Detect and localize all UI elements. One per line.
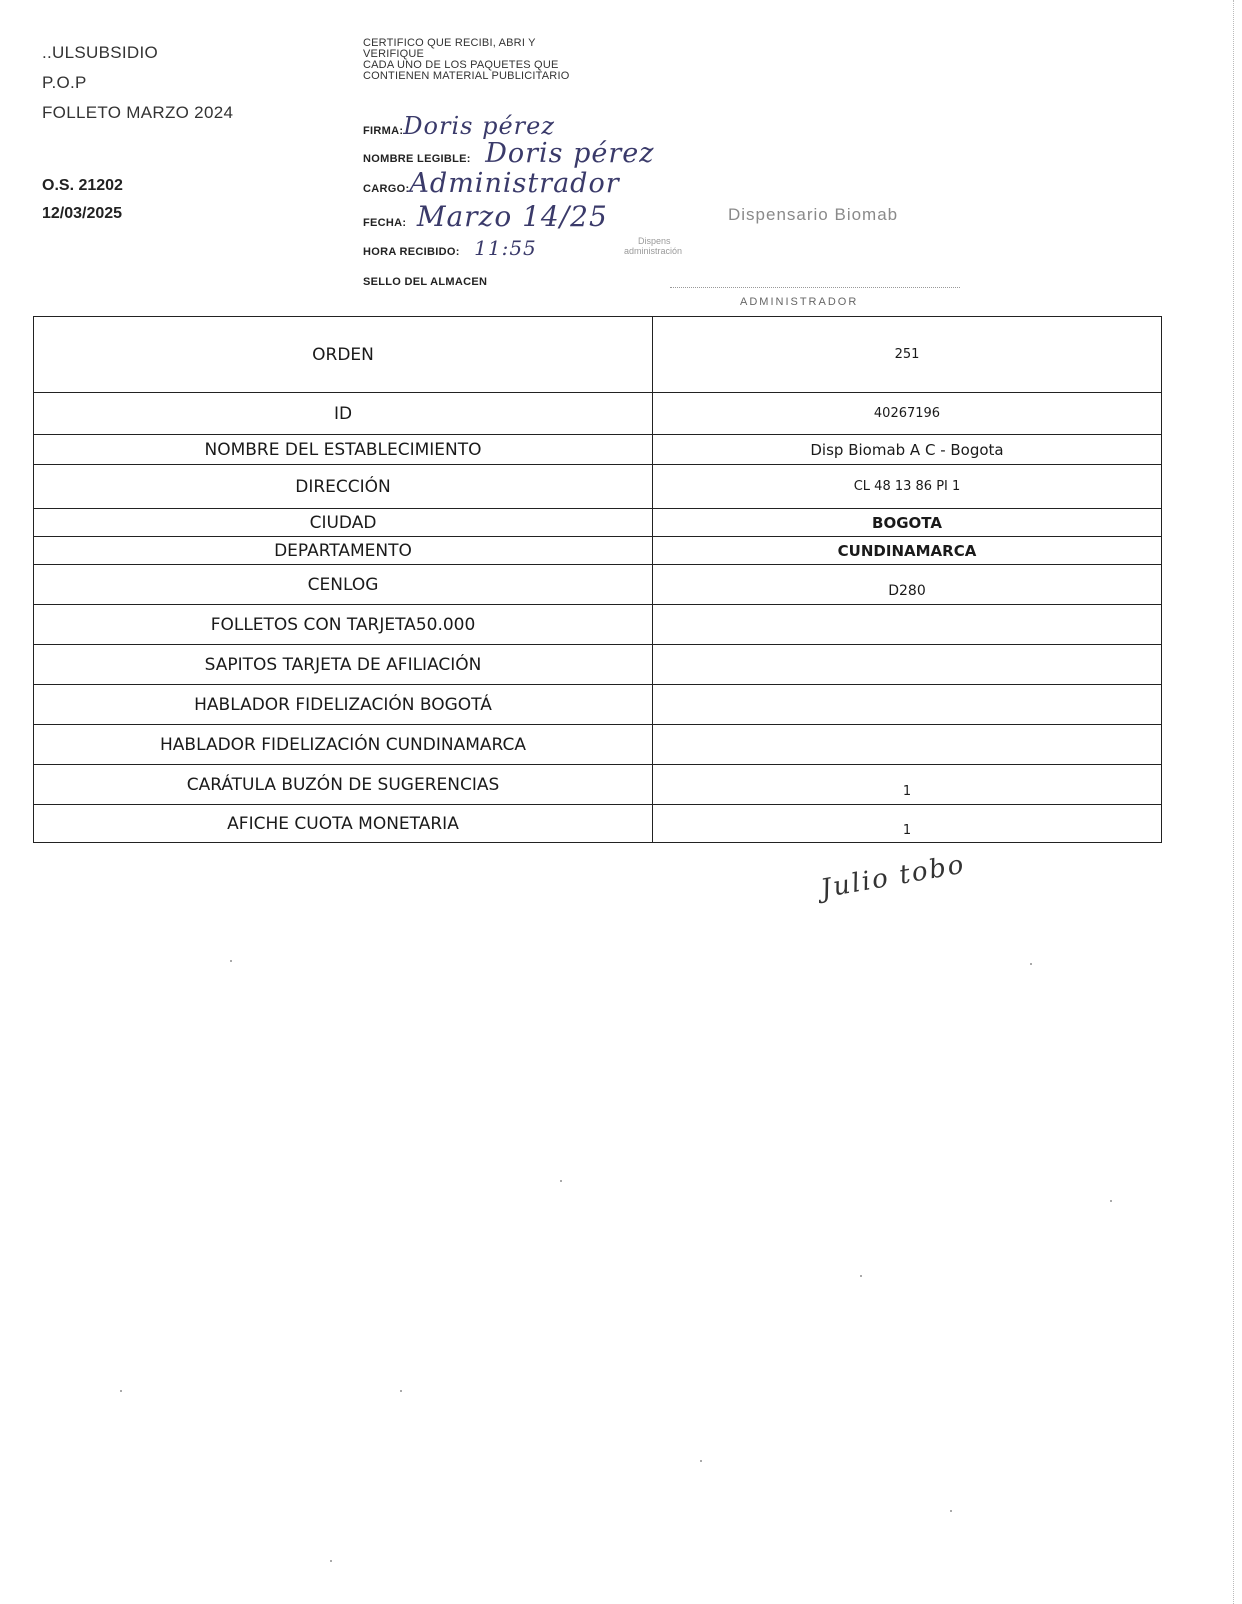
left-header xyxy=(42,38,233,128)
scan-speck xyxy=(230,960,232,962)
certification-text xyxy=(363,38,569,82)
pop-label: P.O.P xyxy=(42,73,87,92)
table-row xyxy=(34,685,1162,725)
row-value: 1 xyxy=(653,805,1162,843)
firma-field xyxy=(363,112,555,140)
row-label: CENLOG xyxy=(34,565,653,605)
table-row xyxy=(34,465,1162,509)
sello-label: SELLO DEL ALMACEN xyxy=(363,276,488,288)
row-label: HABLADOR FIDELIZACIÓN BOGOTÁ xyxy=(34,685,653,725)
nombre-label: NOMBRE LEGIBLE: xyxy=(363,153,471,165)
row-value xyxy=(653,725,1162,765)
scan-speck xyxy=(120,1390,122,1392)
scan-speck xyxy=(330,1560,332,1562)
table-row xyxy=(34,605,1162,645)
row-value: 40267196 xyxy=(653,393,1162,435)
handwritten-signature: Julio tobo xyxy=(818,849,968,905)
scan-speck xyxy=(700,1460,702,1462)
scan-speck xyxy=(950,1510,952,1512)
delivery-table-body xyxy=(34,317,1162,843)
scan-speck xyxy=(400,1390,402,1392)
row-value xyxy=(653,605,1162,645)
scan-speck xyxy=(560,1180,562,1182)
table-row xyxy=(34,317,1162,393)
table-row xyxy=(34,765,1162,805)
row-value: CUNDINAMARCA xyxy=(653,537,1162,565)
table-row xyxy=(34,565,1162,605)
firma-signature: Doris pérez xyxy=(403,112,555,140)
row-label: SAPITOS TARJETA DE AFILIACIÓN xyxy=(34,645,653,685)
stamp-small-text xyxy=(624,236,682,256)
row-value: 251 xyxy=(653,317,1162,393)
cert-line-4: CONTIENEN MATERIAL PUBLICITARIO xyxy=(363,70,570,82)
delivery-table xyxy=(33,316,1162,843)
row-label: CIUDAD xyxy=(34,509,653,537)
cargo-label: CARGO: xyxy=(363,183,410,195)
row-value: CL 48 13 86 PI 1 xyxy=(653,465,1162,509)
cert-line-3: CADA UNO DE LOS PAQUETES QUE xyxy=(363,59,559,71)
folleto-label: FOLLETO MARZO 2024 xyxy=(42,103,234,122)
fecha-field xyxy=(363,200,608,233)
nombre-field xyxy=(363,138,655,169)
row-label: DIRECCIÓN xyxy=(34,465,653,509)
table-row xyxy=(34,725,1162,765)
row-value: Disp Biomab A C - Bogota xyxy=(653,435,1162,465)
order-service-number: O.S. 21202 xyxy=(42,177,123,194)
hora-value: 11:55 xyxy=(474,236,537,260)
stamp-small-line-1: Dispens xyxy=(638,236,671,246)
sello-field xyxy=(363,272,487,290)
scan-edge xyxy=(1232,0,1234,1604)
table-row xyxy=(34,435,1162,465)
scan-speck xyxy=(1110,1200,1112,1202)
scan-speck xyxy=(860,1275,862,1277)
cargo-value: Administrador xyxy=(409,168,620,199)
row-label: ID xyxy=(34,393,653,435)
row-value xyxy=(653,645,1162,685)
nombre-value: Doris pérez xyxy=(485,138,655,169)
order-date: 12/03/2025 xyxy=(42,205,123,222)
table-row xyxy=(34,509,1162,537)
table-row xyxy=(34,537,1162,565)
table-row xyxy=(34,645,1162,685)
table-row xyxy=(34,805,1162,843)
row-value: 1 xyxy=(653,765,1162,805)
row-value xyxy=(653,685,1162,725)
row-label: ORDEN xyxy=(34,317,653,393)
fecha-value: Marzo 14/25 xyxy=(416,200,608,233)
row-label: DEPARTAMENTO xyxy=(34,537,653,565)
scan-speck xyxy=(1030,963,1032,965)
row-label: CARÁTULA BUZÓN DE SUGERENCIAS xyxy=(34,765,653,805)
row-label: AFICHE CUOTA MONETARIA xyxy=(34,805,653,843)
store-stamp: Dispensario Biomab xyxy=(728,205,899,224)
hora-label: HORA RECIBIDO: xyxy=(363,246,460,258)
stamp-bottom-text: ADMINISTRADOR xyxy=(740,296,859,308)
order-block xyxy=(42,172,123,228)
row-value: D280 xyxy=(653,565,1162,605)
row-label: NOMBRE DEL ESTABLECIMIENTO xyxy=(34,435,653,465)
company-name: ..ULSUBSIDIO xyxy=(42,43,159,62)
row-label: HABLADOR FIDELIZACIÓN CUNDINAMARCA xyxy=(34,725,653,765)
cert-line-1: CERTIFICO QUE RECIBI, ABRI Y xyxy=(363,37,536,49)
firma-label: FIRMA: xyxy=(363,125,404,137)
cert-line-2: VERIFIQUE xyxy=(363,48,425,60)
stamp-small-line-2: administración xyxy=(624,246,683,256)
row-value: BOGOTA xyxy=(653,509,1162,537)
row-label: FOLLETOS CON TARJETA50.000 xyxy=(34,605,653,645)
cargo-field xyxy=(363,168,620,199)
table-row xyxy=(34,393,1162,435)
hora-field xyxy=(363,236,537,260)
fecha-label: FECHA: xyxy=(363,217,407,229)
stamp-line xyxy=(670,287,960,288)
